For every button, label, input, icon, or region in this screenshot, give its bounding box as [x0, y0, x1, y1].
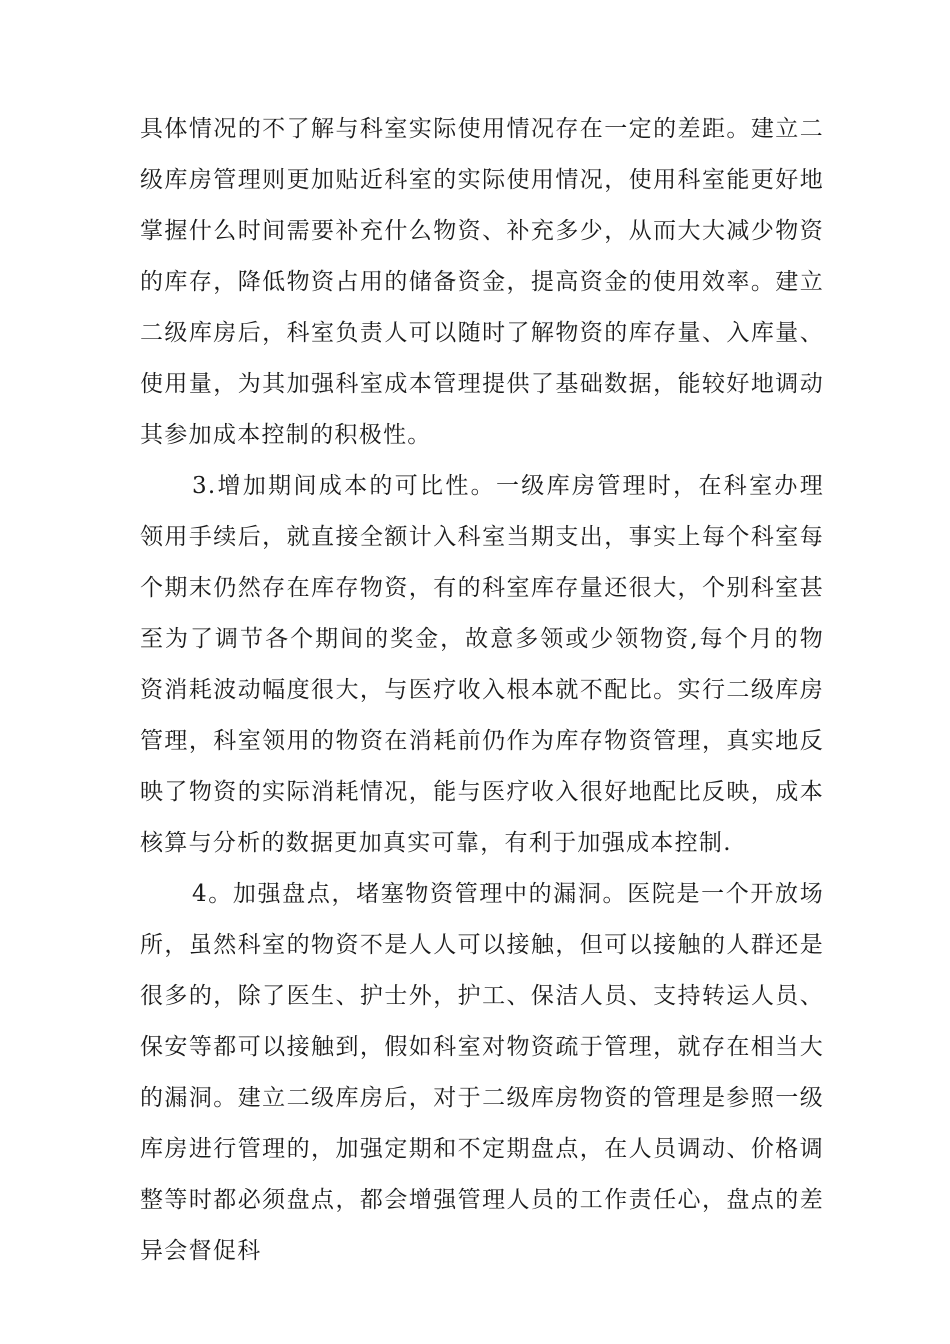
document-body	[140, 104, 824, 1277]
paragraph-continued: 具体情况的不了解与科室实际使用情况存在一定的差距。建立二级库房管理则更加贴近科室的实际使用情况，使用科室能更好地掌握什么时间需要补充什么物资、补充多少，从而大大减少物资的库存，降低物资占用的储备资金，提高资金的使用效率。建立二级库房后，科室负责人可以随时了解物资的库存量、入库量、使用量，为其加强科室成本管理提供了基础数据，能较好地调动其参加成本控制的积极性。	[140, 116, 824, 448]
paragraph-point-3: 3.增加期间成本的可比性。一级库房管理时，在科室办理领用手续后，就直接全额计入科室当期支出，事实上每个科室每个期末仍然存在库存物资，有的科室库存量还很大，个别科室甚至为了调节各个期间的奖金，故意多领或少领物资,每个月的物资消耗波动幅度很大，与医疗收入根本就不配比。实行二级库房管理，科室领用的物资在消耗前仍作为库存物资管理，真实地反映了物资的实际消耗情况，能与医疗收入很好地配比反映，成本核算与分析的数据更加真实可靠，有利于加强成本控制.	[140, 473, 824, 856]
paragraph-point-4: 4。加强盘点，堵塞物资管理中的漏洞。医院是一个开放场所，虽然科室的物资不是人人可以接触，但可以接触的人群还是很多的，除了医生、护士外，护工、保洁人员、支持转运人员、保安等都可以接触到，假如科室对物资疏于管理，就存在相当大的漏洞。建立二级库房后，对于二级库房物资的管理是参照一级库房进行管理的，加强定期和不定期盘点，在人员调动、价格调整等时都必须盘点，都会增强管理人员的工作责任心，盘点的差异会督促科	[140, 881, 824, 1264]
